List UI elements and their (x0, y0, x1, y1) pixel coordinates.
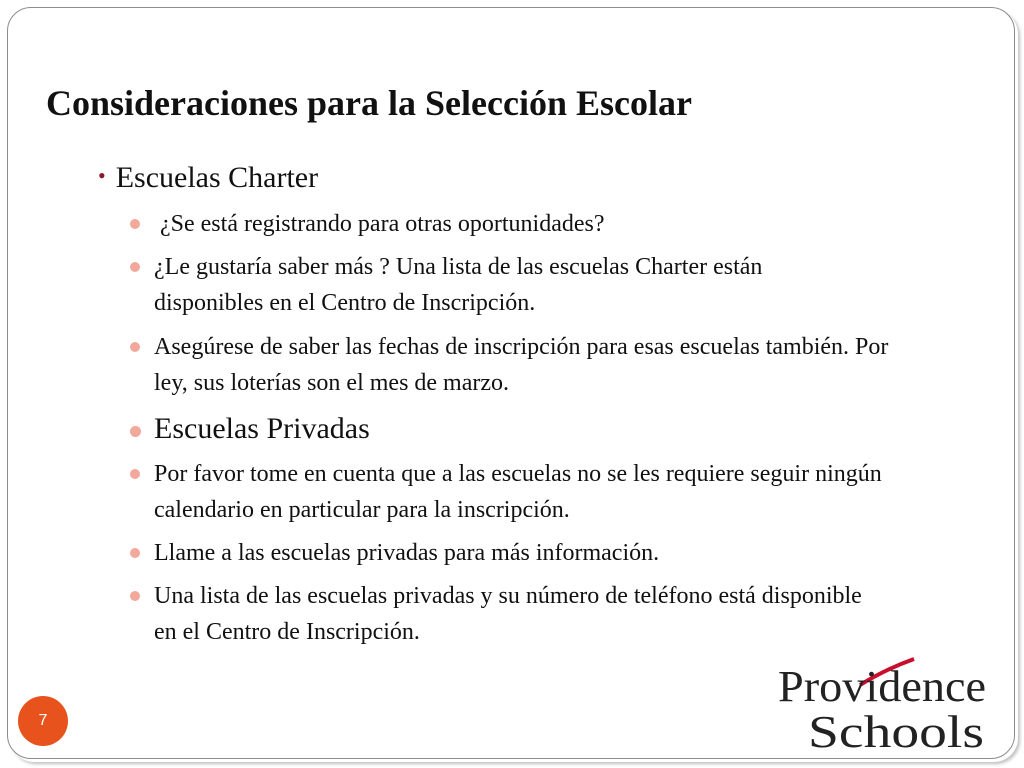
bullet-icon (130, 342, 140, 352)
section-charter-label: Escuelas Charter (115, 161, 319, 194)
bullet-icon (130, 426, 141, 437)
list-item-text: Por favor tome en cuenta que a las escuelas no se les requiere seguir ningún calendario en particular para la inscripción. (154, 461, 882, 523)
section-charter (98, 161, 318, 195)
list-item-text: Asegúrese de saber las fechas de inscripción para esas escuelas también. Por ley, sus loterías son el mes de marzo. (154, 334, 889, 396)
bullet-icon (130, 262, 140, 272)
bullet-icon (130, 591, 140, 601)
page-number: 7 (38, 712, 48, 729)
list-item-text: Una lista de las escuelas privadas y su número de teléfono está disponible en el Centro de Inscripción. (154, 583, 862, 645)
list-item-text: ¿Se está registrando para otras oportunidades? (154, 211, 605, 237)
slide-title: Consideraciones para la Selección Escolar (46, 83, 692, 123)
bullet-icon: • (98, 163, 106, 188)
logo-line1: Providence (778, 662, 986, 711)
bullet-icon (130, 548, 140, 558)
list-item-text: ¿Le gustaría saber más ? Una lista de las escuelas Charter están disponibles en el Centro de Inscripción. (154, 254, 763, 316)
section-privadas-label: Escuelas Privadas (154, 412, 370, 445)
page-number-badge (18, 696, 68, 746)
providence-schools-logo (776, 655, 1006, 755)
list-item-text: Llame a las escuelas privadas para más información. (154, 540, 660, 566)
bullet-icon (130, 219, 140, 229)
bullet-icon (130, 469, 140, 479)
logo-line2: Schools (808, 706, 984, 755)
